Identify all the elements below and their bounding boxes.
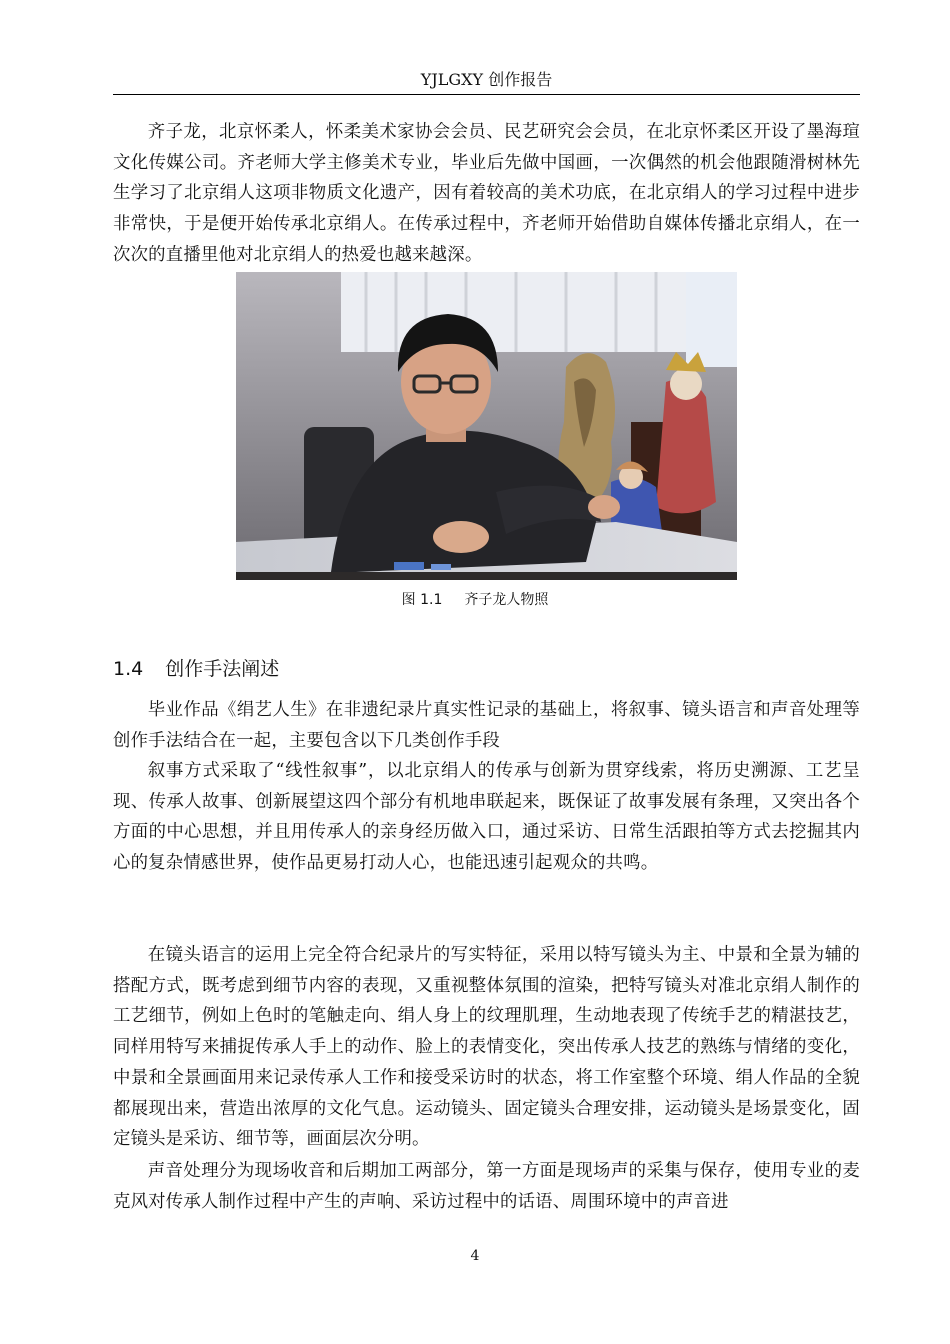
paragraph-narrative: 叙事方式采取了“线性叙事”，以北京绢人的传承与创新为贯穿线索，将历史溯源、工艺呈现、传承人故事、创新展望这四个部分有机地串联起来，既保证了故事发展有条理，又突出各个方面的中心思想，并且用传承人的亲身经历做入口，通过采访、日常生活跟拍等方式去挖掘其内心的复杂情感世界，使作品更易打动人心，也能迅速引起观众的共鸣。 [113, 761, 860, 874]
paragraph-overview: 毕业作品《绢艺人生》在非遗纪录片真实性记录的基础上，将叙事、镜头语言和声音处理等创作手法结合在一起，主要包含以下几类创作手段 [113, 700, 860, 751]
paragraph-intro: 齐子龙，北京怀柔人，怀柔美术家协会会员、民艺研究会会员，在北京怀柔区开设了墨海瑄文化传媒公司。齐老师大学主修美术专业，毕业后先做中国画，一次偶然的机会他跟随滑树林先生学习了北京绢人这项非物质文化遗产，因有着较高的美术功底，在北京绢人的学习过程中进步非常快，于是便开始传承北京绢人。在传承过程中，齐老师开始借助自媒体传播北京绢人，在一次次的直播里他对北京绢人的热爱也越来越深。 [113, 122, 860, 265]
paragraph-sound: 声音处理分为现场收音和后期加工两部分，第一方面是现场声的采集与保存，使用专业的麦克风对传承人制作过程中产生的声响、采访过程中的话语、周围环境中的声音进 [113, 1161, 860, 1212]
page-number: 4 [470, 1248, 480, 1264]
header-title: YJLGXY 创作报告 [420, 70, 553, 89]
section-title: 创作手法阐述 [165, 658, 280, 680]
section-number: 1.4 [113, 658, 144, 680]
figure-caption [0, 589, 950, 609]
figure-number: 图 1.1 [401, 592, 443, 608]
portrait-photo [236, 272, 737, 580]
figure-caption-text: 齐子龙人物照 [464, 592, 549, 608]
paragraph-camera: 在镜头语言的运用上完全符合纪录片的写实特征，采用以特写镜头为主、中景和全景为辅的搭配方式，既考虑到细节内容的表现，又重视整体氛围的渲染，把特写镜头对准北京绢人制作的工艺细节，例如上色时的笔触走向、绢人身上的纹理肌理，生动地表现了传统手艺的精湛技艺，同样用特写来捕捉传承人手上的动作、脸上的表情变化，突出传承人技艺的熟练与情绪的变化，中景和全景画面用来记录传承人工作和接受采访时的状态，将工作室整个环境、绢人作品的全貌都展现出来，营造出浓厚的文化气息。运动镜头、固定镜头合理安排，运动镜头是场景变化，固定镜头是采访、细节等，画面层次分明。 [113, 945, 860, 1150]
page-header [113, 68, 860, 95]
section-heading [113, 654, 279, 681]
